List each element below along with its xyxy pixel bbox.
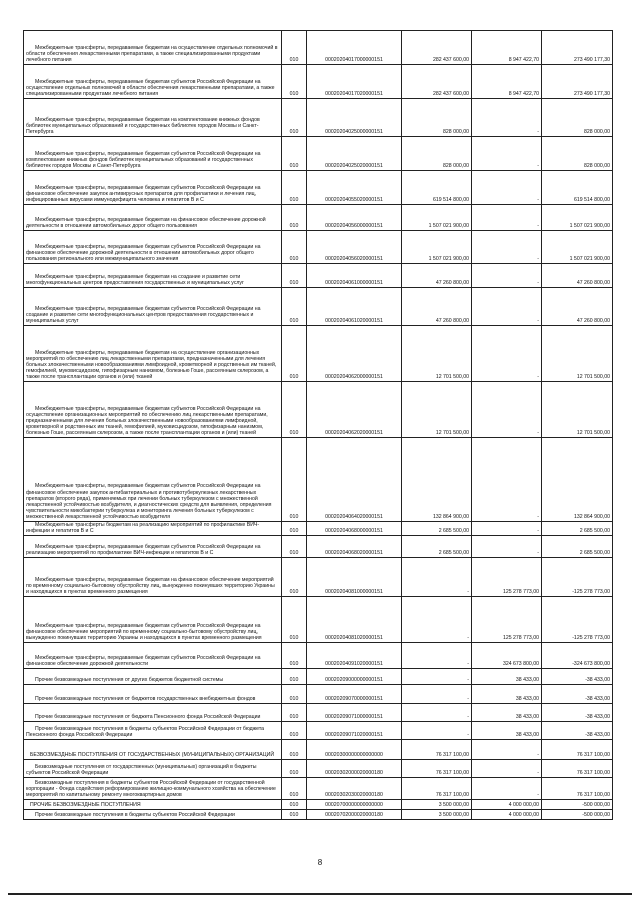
table-row <box>24 382 613 438</box>
row-kbk-cell: 00020204081000000151 <box>307 558 402 597</box>
table-row <box>24 704 613 722</box>
table-row <box>24 231 613 264</box>
row-kbk-cell: 00020204061020000151 <box>307 288 402 326</box>
row-name-cell: Межбюджетные трансферты, передаваемые бюджетам субъектов Российской Федерации на осуществление отдельных полномочий в области обеспечения лекарственными препаратами, а также специализированными продуктами лечебного питания <box>24 65 282 99</box>
row-plan-cell: - <box>402 597 472 643</box>
row-kbk-cell: 00020209070000000151 <box>307 685 402 704</box>
row-plan-cell: - <box>402 722 472 740</box>
row-fact-cell: 4 000 000,00 <box>472 800 542 810</box>
row-diff-cell: 47 260 800,00 <box>542 264 613 288</box>
row-diff-cell: -38 433,00 <box>542 669 613 685</box>
table-row <box>24 326 613 382</box>
row-name-cell: Прочие безвозмездные поступления от бюджетов государственных внебюджетных фондов <box>24 685 282 704</box>
row-code-cell: 010 <box>282 522 307 536</box>
table-row <box>24 264 613 288</box>
row-code-cell: 010 <box>282 231 307 264</box>
row-kbk-cell: 00020204056020000151 <box>307 231 402 264</box>
row-diff-cell: 47 260 800,00 <box>542 288 613 326</box>
row-plan-cell: 828 000,00 <box>402 137 472 171</box>
row-code-cell: 010 <box>282 382 307 438</box>
table-row <box>24 597 613 643</box>
row-kbk-cell: 00020204061000000151 <box>307 264 402 288</box>
row-name-cell: Межбюджетные трансферты, передаваемые бюджетам субъектов Российской Федерации на финансовое обеспечение дорожной деятельности в отношении автомобильных дорог общего пользования регионального или межмуниципального значения <box>24 231 282 264</box>
row-fact-cell: 324 673 800,00 <box>472 643 542 669</box>
row-code-cell: 010 <box>282 760 307 778</box>
row-code-cell: 010 <box>282 288 307 326</box>
table-row <box>24 722 613 740</box>
row-kbk-cell: 00020204091020000151 <box>307 643 402 669</box>
row-code-cell: 010 <box>282 558 307 597</box>
row-code-cell: 010 <box>282 685 307 704</box>
row-name-cell: ПРОЧИЕ БЕЗВОЗМЕЗДНЫЕ ПОСТУПЛЕНИЯ <box>24 800 282 810</box>
table-row <box>24 99 613 137</box>
row-plan-cell: 2 685 500,00 <box>402 522 472 536</box>
row-name-cell: Прочие безвозмездные поступления от других бюджетов бюджетной системы <box>24 669 282 685</box>
row-kbk-cell: 00020302000020000180 <box>307 760 402 778</box>
row-fact-cell: - <box>472 137 542 171</box>
row-diff-cell: 76 317 100,00 <box>542 760 613 778</box>
row-kbk-cell: 00020700000000000000 <box>307 800 402 810</box>
budget-report-sheet <box>23 30 612 820</box>
row-kbk-cell: 00020209071020000151 <box>307 722 402 740</box>
row-code-cell: 010 <box>282 326 307 382</box>
row-fact-cell: 38 433,00 <box>472 669 542 685</box>
row-fact-cell: - <box>472 778 542 800</box>
table-row <box>24 171 613 205</box>
table-row <box>24 669 613 685</box>
row-fact-cell: - <box>472 522 542 536</box>
row-plan-cell: 828 000,00 <box>402 99 472 137</box>
row-kbk-cell: 00020204081020000151 <box>307 597 402 643</box>
table-row <box>24 778 613 800</box>
table-row <box>24 438 613 522</box>
row-fact-cell: 38 433,00 <box>472 685 542 704</box>
row-kbk-cell: 00020204017020000151 <box>307 65 402 99</box>
row-name-cell: Прочие безвозмездные поступления в бюджеты субъектов Российской Федерации <box>24 810 282 820</box>
row-code-cell: 010 <box>282 264 307 288</box>
row-fact-cell: 125 278 773,00 <box>472 558 542 597</box>
row-plan-cell: 47 260 800,00 <box>402 288 472 326</box>
row-plan-cell: 619 514 800,00 <box>402 171 472 205</box>
row-diff-cell: 12 701 500,00 <box>542 326 613 382</box>
row-fact-cell: - <box>472 231 542 264</box>
row-name-cell: Межбюджетные трансферты, передаваемые бюджетам субъектов Российской Федерации на комплектование книжных фондов библиотек муниципальных образований и государственных библиотек городов Москвы и Санкт-Петербурга <box>24 137 282 171</box>
row-code-cell: 010 <box>282 778 307 800</box>
row-code-cell: 010 <box>282 740 307 760</box>
row-kbk-cell: 00020204062000000151 <box>307 326 402 382</box>
row-diff-cell: 1 507 021 900,00 <box>542 231 613 264</box>
row-diff-cell: -38 433,00 <box>542 685 613 704</box>
row-fact-cell: - <box>472 171 542 205</box>
row-diff-cell: 76 317 100,00 <box>542 778 613 800</box>
row-code-cell: 010 <box>282 643 307 669</box>
row-code-cell: 010 <box>282 65 307 99</box>
row-kbk-cell: 00020204025020000151 <box>307 137 402 171</box>
row-plan-cell: 3 500 000,00 <box>402 810 472 820</box>
row-kbk-cell: 00020204055020000151 <box>307 171 402 205</box>
row-kbk-cell: 00020702000020000180 <box>307 810 402 820</box>
row-fact-cell: 38 433,00 <box>472 722 542 740</box>
row-code-cell: 010 <box>282 810 307 820</box>
table-row <box>24 740 613 760</box>
row-name-cell: БЕЗВОЗМЕЗДНЫЕ ПОСТУПЛЕНИЯ ОТ ГОСУДАРСТВЕННЫХ (МУНИЦИПАЛЬНЫХ) ОРГАНИЗАЦИЙ <box>24 740 282 760</box>
row-name-cell: Межбюджетные трансферты, передаваемые бюджетам субъектов Российской Федерации на финансовое обеспечение закупок антивирусных препаратов для профилактики и лечения лиц, инфицированных вирусами иммунодефицита человека и гепатитов В и С <box>24 171 282 205</box>
row-diff-cell: 828 000,00 <box>542 99 613 137</box>
row-name-cell: Прочие безвозмездные поступления от бюджета Пенсионного фонда Российской Федерации <box>24 704 282 722</box>
row-fact-cell: 38 433,00 <box>472 704 542 722</box>
row-plan-cell: - <box>402 704 472 722</box>
row-fact-cell: 4 000 000,00 <box>472 810 542 820</box>
row-plan-cell: 76 317 100,00 <box>402 778 472 800</box>
table-row <box>24 536 613 558</box>
row-plan-cell: 76 317 100,00 <box>402 760 472 778</box>
row-plan-cell: - <box>402 643 472 669</box>
table-row <box>24 31 613 65</box>
row-code-cell: 010 <box>282 704 307 722</box>
row-kbk-cell: 00020204068000000151 <box>307 522 402 536</box>
row-plan-cell: 1 507 021 900,00 <box>402 231 472 264</box>
row-name-cell: Межбюджетные трансферты, передаваемые бюджетам субъектов Российской Федерации на финансовое обеспечение дорожной деятельности <box>24 643 282 669</box>
row-diff-cell: -38 433,00 <box>542 704 613 722</box>
row-kbk-cell: 00020209000000000151 <box>307 669 402 685</box>
row-name-cell: Межбюджетные трансферты, передаваемые бюджетам на осуществление организационных мероприятий по обеспечению лиц лекарственными препаратами, предназначенными для лечения больных злокачественными новообразованиями лимфоидной, кроветворной и родственных им тканей, гемофилией, муковисцидозом, гипофизарным нанизмом, болезнью Гоше, рассеянным склерозом, а также после трансплантации органов и (или) тканей <box>24 326 282 382</box>
row-fact-cell: - <box>472 264 542 288</box>
row-plan-cell: 12 701 500,00 <box>402 382 472 438</box>
row-name-cell: Межбюджетные трансферты, передаваемые бюджетам субъектов Российской Федерации на финансовое обеспечение мероприятий по временному социально-бытовому обустройству лиц, вынужденно покинувших территорию Украины и находящихся в пунктах временного размещения <box>24 597 282 643</box>
row-kbk-cell: 00020204064020000151 <box>307 438 402 522</box>
row-code-cell: 010 <box>282 438 307 522</box>
row-diff-cell: -500 000,00 <box>542 810 613 820</box>
row-diff-cell: 132 864 900,00 <box>542 438 613 522</box>
row-name-cell: Межбюджетные трансферты бюджетам на реализацию мероприятий по профилактике ВИЧ-инфекции и гепатитов В и С <box>24 522 282 536</box>
row-kbk-cell: 00020300000000000000 <box>307 740 402 760</box>
row-plan-cell: - <box>402 558 472 597</box>
row-kbk-cell: 00020204068020000151 <box>307 536 402 558</box>
revenue-table-body <box>24 31 613 820</box>
row-code-cell: 010 <box>282 800 307 810</box>
row-fact-cell: - <box>472 99 542 137</box>
row-diff-cell: 828 000,00 <box>542 137 613 171</box>
row-fact-cell: - <box>472 382 542 438</box>
revenue-table <box>23 30 613 820</box>
row-diff-cell: -324 673 800,00 <box>542 643 613 669</box>
row-kbk-cell: 00020204056000000151 <box>307 205 402 231</box>
row-name-cell: Межбюджетные трансферты, передаваемые бюджетам субъектов Российской Федерации на осуществление организационных мероприятий по обеспечению лиц лекарственными препаратами, предназначенными для лечения больных злокачественными новообразованиями лимфоидной, кроветворной и родственных им тканей, гемофилией, муковисцидозом, гипофизарным нанизмом, болезнью Гоше, рассеянным склерозом, а также после трансплантации органов и (или) тканей <box>24 382 282 438</box>
row-code-cell: 010 <box>282 99 307 137</box>
table-row <box>24 137 613 171</box>
row-code-cell: 010 <box>282 536 307 558</box>
row-plan-cell: 2 685 500,00 <box>402 536 472 558</box>
table-row <box>24 760 613 778</box>
row-code-cell: 010 <box>282 597 307 643</box>
row-fact-cell: 125 278 773,00 <box>472 597 542 643</box>
row-plan-cell: 3 500 000,00 <box>402 800 472 810</box>
table-row <box>24 800 613 810</box>
row-code-cell: 010 <box>282 205 307 231</box>
row-plan-cell: 1 507 021 900,00 <box>402 205 472 231</box>
row-code-cell: 010 <box>282 669 307 685</box>
row-fact-cell: - <box>472 536 542 558</box>
table-row <box>24 205 613 231</box>
row-fact-cell: - <box>472 326 542 382</box>
row-fact-cell: - <box>472 760 542 778</box>
row-diff-cell: -38 433,00 <box>542 722 613 740</box>
table-row <box>24 65 613 99</box>
row-diff-cell: -125 278 773,00 <box>542 597 613 643</box>
row-name-cell: Межбюджетные трансферты, передаваемые бюджетам на осуществление отдельных полномочий в области обеспечения лекарственными препаратами, а также специализированными продуктами лечебного питания <box>24 31 282 65</box>
row-fact-cell: 8 947 422,70 <box>472 65 542 99</box>
row-fact-cell: - <box>472 205 542 231</box>
row-kbk-cell: 00020204025000000151 <box>307 99 402 137</box>
row-fact-cell: - <box>472 288 542 326</box>
table-row <box>24 522 613 536</box>
row-code-cell: 010 <box>282 171 307 205</box>
row-plan-cell: 282 437 600,00 <box>402 31 472 65</box>
table-row <box>24 685 613 704</box>
row-plan-cell: 12 701 500,00 <box>402 326 472 382</box>
page-number: 8 <box>317 858 323 867</box>
row-name-cell: Межбюджетные трансферты, передаваемые бюджетам субъектов Российской Федерации на реализацию мероприятий по профилактике ВИЧ-инфекции и гепатитов В и С <box>24 536 282 558</box>
bottom-rule <box>8 893 632 895</box>
row-code-cell: 010 <box>282 31 307 65</box>
row-plan-cell: 76 317 100,00 <box>402 740 472 760</box>
row-diff-cell: 76 317 100,00 <box>542 740 613 760</box>
table-row <box>24 288 613 326</box>
row-name-cell: Безвозмездные поступления от государственных (муниципальных) организаций в бюджеты субъектов Российской Федерации <box>24 760 282 778</box>
row-diff-cell: 12 701 500,00 <box>542 382 613 438</box>
row-kbk-cell: 00020209071000000151 <box>307 704 402 722</box>
row-diff-cell: 273 490 177,30 <box>542 65 613 99</box>
row-plan-cell: 47 260 800,00 <box>402 264 472 288</box>
row-plan-cell: 132 864 900,00 <box>402 438 472 522</box>
row-plan-cell: 282 437 600,00 <box>402 65 472 99</box>
row-name-cell: Прочие безвозмездные поступления в бюджеты субъектов Российской Федерации от бюджета Пенсионного фонда Российской Федерации <box>24 722 282 740</box>
row-name-cell: Межбюджетные трансферты, передаваемые бюджетам субъектов Российской Федерации на создание и развитие сети многофункциональных центров предоставления государственных и муниципальных услуг <box>24 288 282 326</box>
row-name-cell: Межбюджетные трансферты, передаваемые бюджетам субъектов Российской Федерации на финансовое обеспечение закупок антибактериальных и противотуберкулезных лекарственных препаратов (второго ряда), применяемых при лечении больных туберкулезом с множественной лекарственной устойчивостью возбудителя, и диагностических средств для выявления, определения чувствительности микобактерии туберкулеза и мониторинга лечения больных туберкулезом с множественной лекарственной устойчивостью возбудителя <box>24 438 282 522</box>
row-plan-cell: - <box>402 685 472 704</box>
row-plan-cell: - <box>402 669 472 685</box>
table-row <box>24 643 613 669</box>
row-diff-cell: 619 514 800,00 <box>542 171 613 205</box>
row-name-cell: Межбюджетные трансферты, передаваемые бюджетам на финансовое обеспечение мероприятий по временному социально-бытовому обустройству лиц, вынужденно покинувших территорию Украины и находящихся в пунктах временного размещения <box>24 558 282 597</box>
row-diff-cell: -125 278 773,00 <box>542 558 613 597</box>
row-diff-cell: 273 490 177,30 <box>542 31 613 65</box>
row-name-cell: Безвозмездные поступления в бюджеты субъектов Российской Федерации от государственной корпорации - Фонда содействия реформированию жилищно-коммунального хозяйства на обеспечение мероприятий по капитальному ремонту многоквартирных домов <box>24 778 282 800</box>
row-fact-cell: - <box>472 438 542 522</box>
table-row <box>24 558 613 597</box>
row-diff-cell: 2 685 500,00 <box>542 522 613 536</box>
row-kbk-cell: 00020302030020000180 <box>307 778 402 800</box>
row-fact-cell: 8 947 422,70 <box>472 31 542 65</box>
row-code-cell: 010 <box>282 722 307 740</box>
row-diff-cell: 1 507 021 900,00 <box>542 205 613 231</box>
row-kbk-cell: 00020204017000000151 <box>307 31 402 65</box>
row-kbk-cell: 00020204062020000151 <box>307 382 402 438</box>
row-name-cell: Межбюджетные трансферты, передаваемые бюджетам на комплектование книжных фондов библиотек муниципальных образований и государственных библиотек городов Москвы и Санкт-Петербурга <box>24 99 282 137</box>
row-diff-cell: -500 000,00 <box>542 800 613 810</box>
table-row <box>24 810 613 820</box>
row-name-cell: Межбюджетные трансферты, передаваемые бюджетам на создание и развитие сети многофункциональных центров предоставления государственных и муниципальных услуг <box>24 264 282 288</box>
row-name-cell: Межбюджетные трансферты, передаваемые бюджетам на финансовое обеспечение дорожной деятельности в отношении автомобильных дорог общего пользования <box>24 205 282 231</box>
row-fact-cell: - <box>472 740 542 760</box>
row-code-cell: 010 <box>282 137 307 171</box>
row-diff-cell: 2 685 500,00 <box>542 536 613 558</box>
